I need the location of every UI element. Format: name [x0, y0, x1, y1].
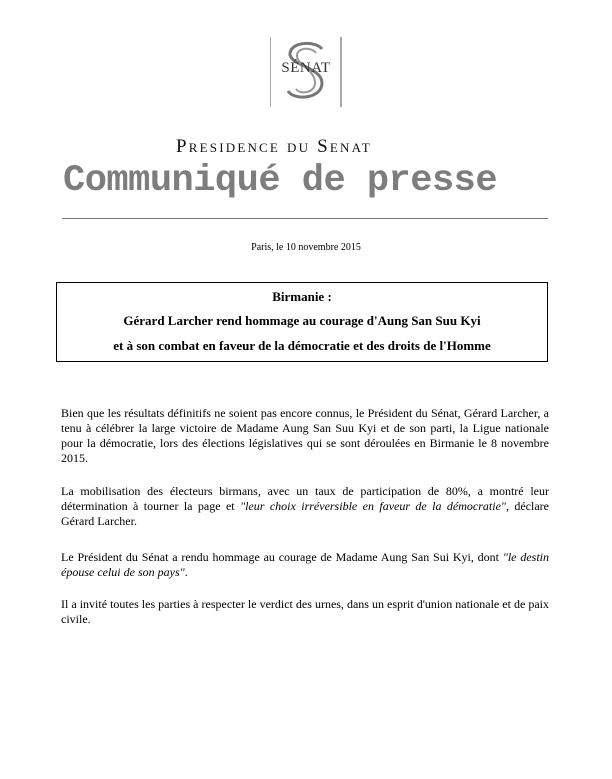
headline-box — [56, 282, 548, 362]
paragraph-4: Il a invité toutes les parties à respecter le verdict des urnes, dans un esprit d'union nationale et de paix civile. — [61, 597, 549, 626]
paragraph-3: Le Président du Sénat a rendu hommage au courage de Madame Aung San Sui Kyi, dont "le destin épouse celui de son pays". — [61, 550, 549, 579]
date-line: Paris, le 10 novembre 2015 — [251, 242, 361, 253]
senat-logo — [270, 37, 342, 107]
institution-heading: Presidence du Senat — [176, 136, 372, 157]
headline-line-1: Gérard Larcher rend hommage au courage d'Aung San Suu Kyi — [123, 313, 481, 328]
headline-country: Birmanie : — [272, 289, 332, 304]
press-release-body — [61, 406, 549, 645]
paragraph-1: Bien que les résultats définitifs ne soient pas encore connus, le Président du Sénat, Gérard Larcher, a tenu à célébrer la large victoire de Madame Aung San Suu Kyi et de son parti, la Ligue nationale pour la démocratie, lors des élections législatives qui se sont déroulées en Birmanie le 8 novembre 2015. — [61, 406, 549, 465]
header-divider — [62, 218, 548, 219]
document-type-title: Communiqué de presse — [63, 160, 498, 202]
headline-line-2: et à son combat en faveur de la démocratie et des droits de l'Homme — [113, 338, 491, 353]
paragraph-2: La mobilisation des électeurs birmans, avec un taux de participation de 80%, a montré leur détermination à tourner la page et "leur choix irréversible en faveur de la démocratie", déclare Gérard Larcher. — [61, 484, 549, 528]
logo-text: SÉNAT — [281, 60, 331, 76]
quote: "leur choix irréversible en faveur de la démocratie" — [240, 499, 506, 513]
quote: "le destin épouse celui de son pays" — [61, 550, 549, 579]
